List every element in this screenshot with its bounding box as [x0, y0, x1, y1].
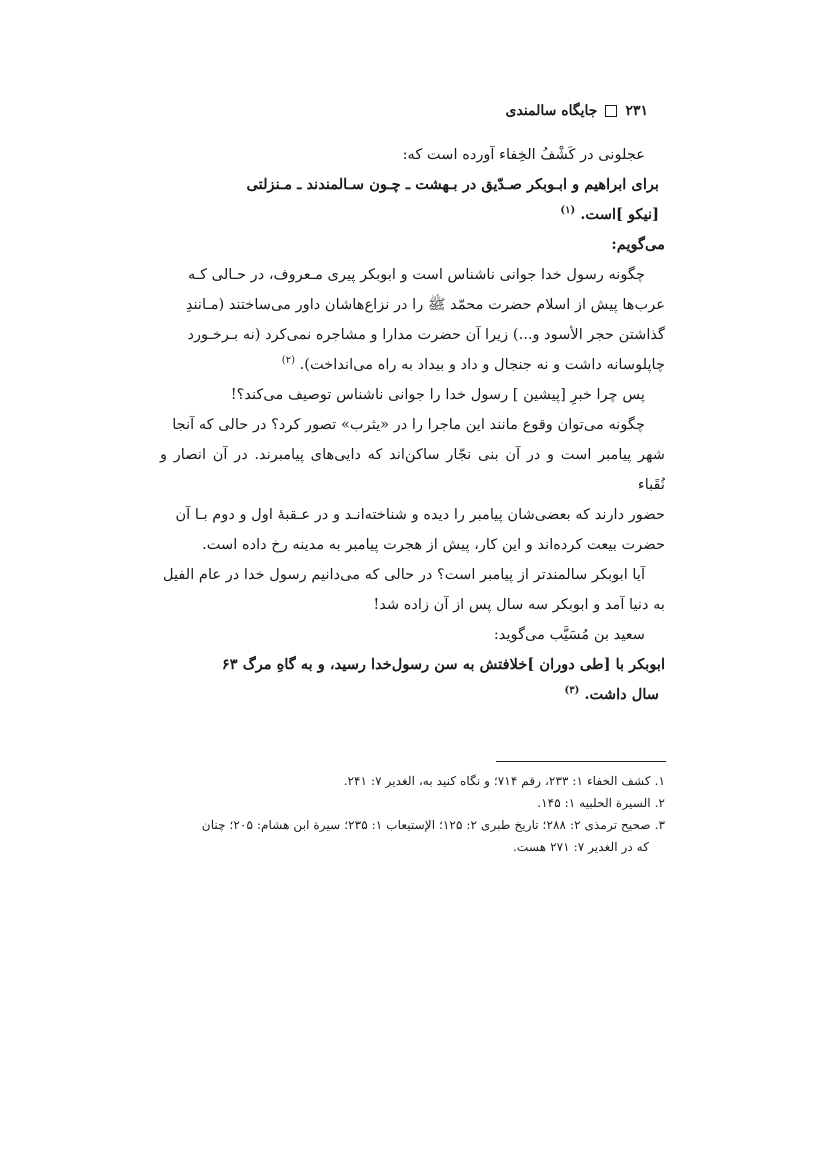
quote-2-line-2: سال داشت.: [584, 686, 659, 703]
section-heading: می‌گویم:: [611, 236, 665, 253]
main-text: [160, 140, 665, 710]
quote-2-line-1: ابوبکر با [طی دوران ]خلافتش به سن رسول‌خدا رسید، و به گاهِ مرگ ۶۳: [221, 656, 665, 673]
paragraph-3-line-3: حضور دارند که بعضی‌شان پیامبر را دیده و شناخته‌انـد و در عـقبهٔ اول و دوم بـا آن: [175, 506, 665, 523]
page-number: ۲۳۱: [625, 103, 648, 119]
paragraph-1-line-1: چگونه رسول خدا جوانی ناشناس است و ابوبکر پیری مـعروف، در حـالی کـه: [187, 266, 645, 283]
paragraph-3-line-4: حضرت بیعت کرده‌اند و این کار، پیش از هجرت پیامبر به مدینه رخ داده است.: [202, 536, 665, 553]
footnote-2: ۲. السیرة الحلبیه ۱: ۱۴۵.: [537, 796, 665, 810]
footnote-3: ۳. صحیح ترمذی ۲: ۲۸۸؛ تاریخ طبری ۲: ۱۲۵؛ الإستیعاب ۱: ۲۳۵؛ سیرة ابن هشام: ۲۰۵؛ چنان: [201, 818, 665, 832]
paragraph-3-cont: [160, 440, 665, 560]
paragraph-1: [160, 260, 665, 290]
footnote-ref-3[interactable]: (۳): [564, 685, 580, 697]
quote-2: [160, 650, 665, 710]
paragraph-5: سعید بن مُسَیَّب می‌گوید:: [493, 626, 645, 643]
footnote-1: ۱. کشف الخفاء ۱: ۲۳۳، رقم ۷۱۴؛ و نگاه کنید به، الغدیر ۷: ۲۴۱.: [343, 774, 665, 788]
intro-line: عجلونی در کَشْفُ الخِفاء آورده است که:: [402, 146, 645, 163]
paragraph-1-line-2: عرب‌ها پیش از اسلام حضرت محمّد ﷺ را در نزاع‌هاشان داور می‌ساختند (مـانندِ: [185, 296, 665, 313]
quote-1-line-2: [نیکو ]است.: [580, 206, 659, 223]
paragraph-4: [160, 560, 665, 590]
paragraph-1-cont: [160, 290, 665, 380]
paragraph-4-line-1: آیا ابوبکر سالمندتر از پیامبر است؟ در حالی که می‌دانیم رسول خدا در عام الفیل: [162, 566, 645, 583]
footnote-divider: [496, 761, 666, 762]
footnotes: [160, 770, 665, 858]
quote-1: [160, 170, 665, 230]
header-title: جایگاه سالمندی: [505, 103, 598, 119]
quote-1-line-1: برای ابراهیم و ابـوبکر صـدّیق در بـهشت ـ چـون سـالمندند ـ مـنزلتی: [246, 176, 659, 193]
square-bullet-icon: [605, 105, 617, 117]
footnote-3-cont: که در الغدیر ۷: ۲۷۱ هست.: [513, 840, 649, 854]
paragraph-1-line-4: چاپلوسانه داشت و نه جنجال و داد و بیداد به راه می‌انداخت).: [299, 356, 665, 373]
footnote-ref-2[interactable]: (۲): [281, 355, 295, 367]
paragraph-1-line-3: گذاشتن حجر الأسود و...) زیرا آن حضرت مدارا و مشاجره نمی‌کرد (نه بـرخـورد: [187, 326, 665, 343]
paragraph-4-cont: به دنیا آمد و ابوبکر سه سال پس از آن زاده شد!: [373, 596, 665, 613]
paragraph-3-line-2: شهر پیامبر است و در آن بنی نجّار ساکن‌اند که دایی‌های پیامبرند. در آن انصار و نُقَباء: [160, 446, 665, 493]
paragraph-3: [160, 410, 665, 440]
paragraph-2: پس چرا خبرِ [پیشین ] رسول خدا را جوانی ناشناس توصیف می‌کند؟!: [230, 386, 645, 403]
running-header: [506, 103, 648, 119]
footnote-ref-1[interactable]: (۱): [560, 205, 576, 217]
paragraph-3-line-1: چگونه می‌توان وقوع مانند این ماجرا را در «یثرب» تصور کرد؟ در حالی که آنجا: [172, 416, 645, 433]
